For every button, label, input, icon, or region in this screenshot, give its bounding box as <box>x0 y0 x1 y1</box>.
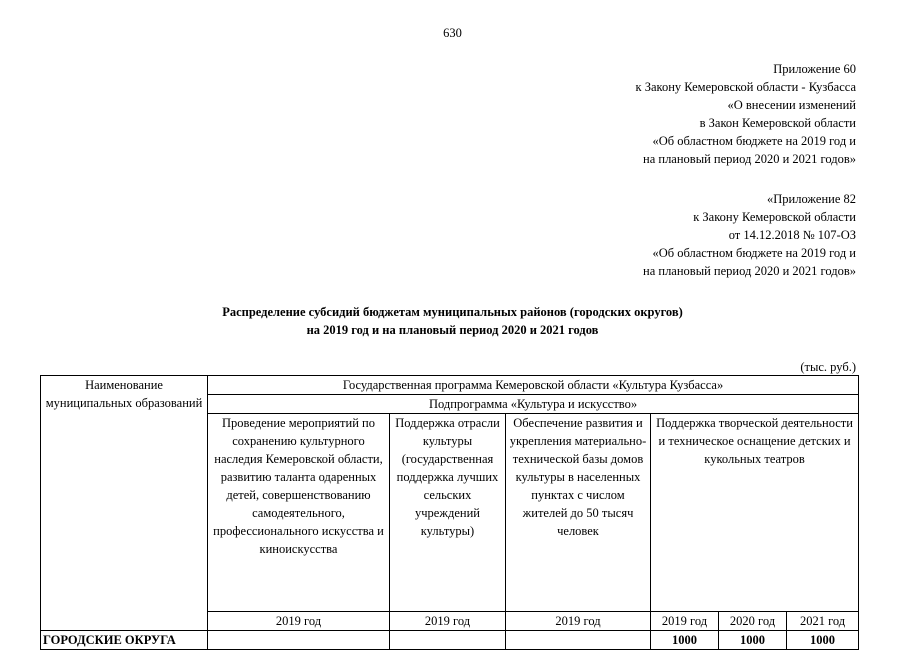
header-row-program <box>41 376 859 395</box>
value-cell <box>506 631 651 650</box>
year-cell: 2021 год <box>787 612 859 631</box>
document-title <box>0 303 905 339</box>
page-number: 630 <box>443 26 462 40</box>
appendix-60-header <box>636 60 857 168</box>
year-cell: 2019 год <box>651 612 719 631</box>
measure-header-cell: Проведение мероприятий по сохранению культурного наследия Кемеровской области, развитию таланта одаренных детей, совершенствованию самодеятельного, профессионального искусства и киноискусства <box>208 414 390 612</box>
value-cell: 1000 <box>651 631 719 650</box>
appendix-82-line: «Об областном бюджете на 2019 год и <box>652 246 856 260</box>
value-cell <box>208 631 390 650</box>
appendix-60-line: в Закон Кемеровской области <box>699 116 856 130</box>
value-cell <box>390 631 506 650</box>
measure-header-cell: Поддержка отрасли культуры (государственная поддержка лучших сельских учреждений культуры) <box>390 414 506 612</box>
row-name-cell: ГОРОДСКИЕ ОКРУГА <box>41 631 208 650</box>
table-row <box>41 631 859 650</box>
appendix-82-line: к Закону Кемеровской области <box>693 210 856 224</box>
document-title-line-2: на 2019 год и на плановый период 2020 и 2021 годов <box>306 323 599 337</box>
year-cell: 2019 год <box>506 612 651 631</box>
document-title-line-1: Распределение субсидий бюджетам муниципальных районов (городских округов) <box>222 305 683 319</box>
value-cell: 1000 <box>719 631 787 650</box>
unit-label: (тыс. руб.) <box>800 360 856 374</box>
year-cell: 2019 год <box>208 612 390 631</box>
program-header-cell: Государственная программа Кемеровской области «Культура Кузбасса» <box>208 376 859 395</box>
appendix-82-header <box>643 190 856 280</box>
appendix-60-line: к Закону Кемеровской области - Кузбасса <box>635 80 856 94</box>
municipality-header-cell: Наименование муниципальных образований <box>41 376 208 631</box>
year-cell: 2020 год <box>719 612 787 631</box>
year-cell: 2019 год <box>390 612 506 631</box>
subprogram-header-cell: Подпрограмма «Культура и искусство» <box>208 395 859 414</box>
value-cell: 1000 <box>787 631 859 650</box>
subsidy-table <box>40 375 859 650</box>
appendix-60-line: «О внесении изменений <box>727 98 856 112</box>
appendix-60-line: на плановый период 2020 и 2021 годов» <box>643 152 856 166</box>
appendix-82-line: «Приложение 82 <box>767 192 856 206</box>
appendix-82-line: от 14.12.2018 № 107-ОЗ <box>728 228 856 242</box>
appendix-60-line: «Об областном бюджете на 2019 год и <box>652 134 856 148</box>
measure-header-cell: Поддержка творческой деятельности и техническое оснащение детских и кукольных театров <box>651 414 859 612</box>
appendix-82-line: на плановый период 2020 и 2021 годов» <box>643 264 856 278</box>
appendix-60-line: Приложение 60 <box>773 62 856 76</box>
measure-header-cell: Обеспечение развития и укрепления материально-технической базы домов культуры в населенных пунктах с числом жителей до 50 тысяч человек <box>506 414 651 612</box>
